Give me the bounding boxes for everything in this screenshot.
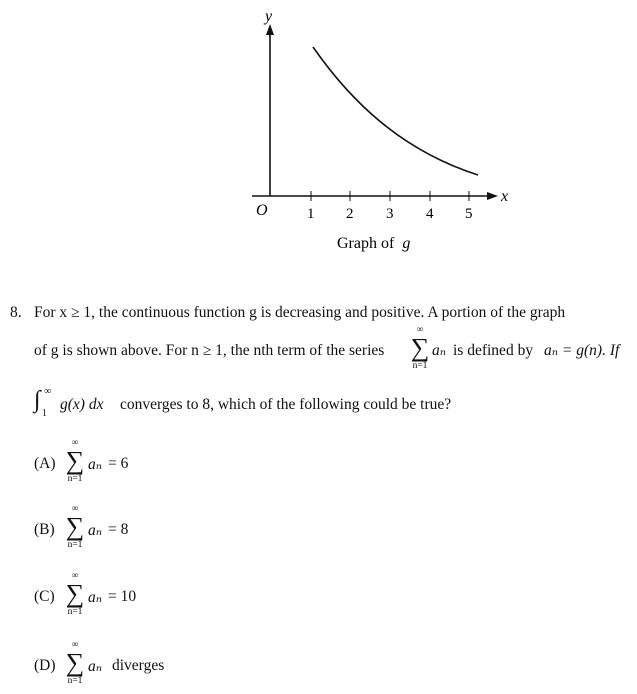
series-term: aₙ xyxy=(432,342,447,359)
question-line-2c: aₙ = g(n). If xyxy=(544,342,620,359)
choice-d-lower: n=1 xyxy=(67,676,83,686)
origin-label: O xyxy=(256,202,268,219)
choice-d-summation xyxy=(62,640,88,686)
choice-b-lower: n=1 xyxy=(67,540,83,550)
y-axis-arrow xyxy=(266,24,274,35)
sigma-icon: ∑ xyxy=(65,446,85,475)
choice-c-upper: ∞ xyxy=(71,571,79,581)
question-line-1: For x ≥ 1, the continuous function g is decreasing and positive. A portion of the graph xyxy=(34,304,566,321)
graph-caption-text: Graph of xyxy=(337,235,395,252)
integral-symbol: ∫ xyxy=(34,387,41,413)
choice-d-upper: ∞ xyxy=(71,640,79,650)
graph-caption xyxy=(337,235,410,252)
x-axis-label: x xyxy=(501,188,509,205)
y-axis-label: y xyxy=(265,8,273,25)
sigma-icon: ∑ xyxy=(65,579,85,608)
sigma-icon: ∑ xyxy=(65,648,85,677)
choice-c-lower: n=1 xyxy=(67,607,83,617)
choice-a-summation xyxy=(62,438,88,484)
series-summation xyxy=(407,325,433,371)
x-tick-label-1: 1 xyxy=(307,206,315,222)
x-tick-label-4: 4 xyxy=(426,206,434,222)
integral-body: g(x) dx xyxy=(60,396,104,413)
choice-c-term: aₙ xyxy=(88,589,103,606)
sigma-icon: ∑ xyxy=(410,333,430,362)
choice-a-result: = 6 xyxy=(108,455,129,472)
x-tick-label-5: 5 xyxy=(465,206,473,222)
graph-of-g xyxy=(0,0,637,270)
question-line-3: converges to 8, which of the following could be true? xyxy=(120,396,452,413)
choice-a-label: (A) xyxy=(34,455,56,472)
choice-c-summation xyxy=(62,571,88,617)
series-upper-limit: ∞ xyxy=(416,325,424,335)
choice-a-upper: ∞ xyxy=(71,438,79,448)
choice-d-term: aₙ xyxy=(88,658,103,675)
curve-g xyxy=(313,47,478,175)
sigma-icon: ∑ xyxy=(65,512,85,541)
choice-d-label: (D) xyxy=(34,657,56,674)
x-tick-label-3: 3 xyxy=(386,206,394,222)
question-line-2a: of g is shown above. For n ≥ 1, the nth term of the series xyxy=(34,342,385,359)
choice-c-label: (C) xyxy=(34,588,55,605)
integral-lower-limit: 1 xyxy=(42,408,47,419)
choice-c-result: = 10 xyxy=(108,588,137,605)
x-tick-label-2: 2 xyxy=(346,206,354,222)
choice-b-label: (B) xyxy=(34,521,55,538)
question-line-2b: is defined by xyxy=(453,342,534,359)
choice-b-upper: ∞ xyxy=(71,504,79,514)
series-lower-limit: n=1 xyxy=(412,361,428,371)
integral-upper-limit: ∞ xyxy=(44,386,52,397)
choice-b-term: aₙ xyxy=(88,522,103,539)
choice-b-result: = 8 xyxy=(108,521,129,538)
question-number: 8. xyxy=(10,304,22,321)
choice-d-result: diverges xyxy=(112,657,165,674)
choice-b-summation xyxy=(62,504,88,550)
choice-a-lower: n=1 xyxy=(67,474,83,484)
graph-caption-var: g xyxy=(402,235,411,252)
x-axis-arrow xyxy=(487,192,498,200)
choice-a-term: aₙ xyxy=(88,456,103,473)
